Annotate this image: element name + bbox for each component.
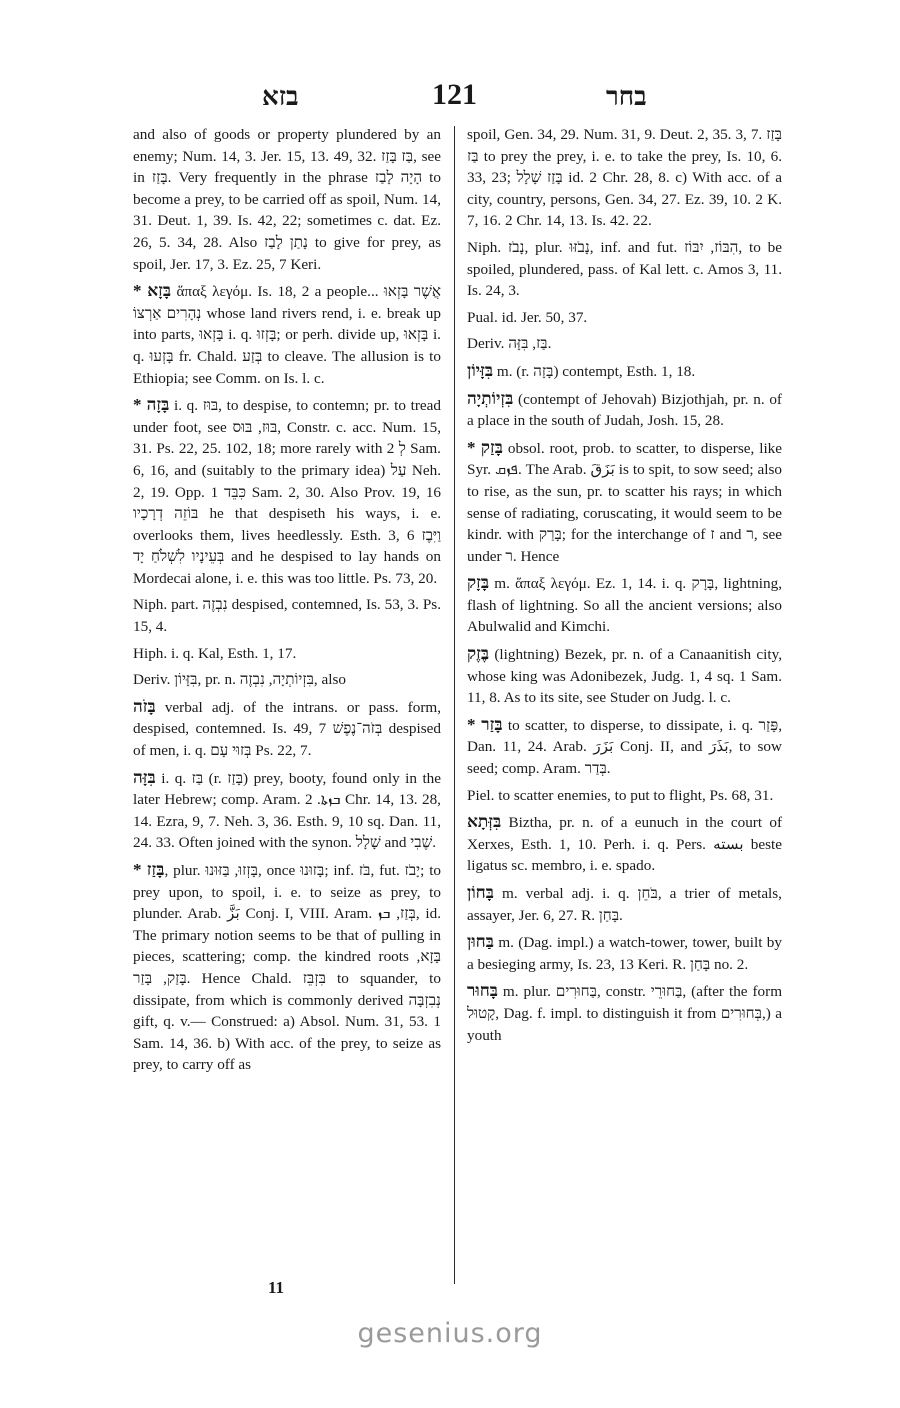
dictionary-entry — [467, 882, 782, 926]
entry-headword: בָּחוּר — [467, 981, 498, 1001]
entry-body: m. verbal adj. i. q. בֹּחֵן, a trier of metals, assayer, Jer. 6, 27. R. בָּחַן. — [467, 885, 782, 924]
entry-body: m. (Dag. impl.) a watch-tower, tower, built by a besieging army, Is. 23, 13 Keri. R. בָּחַן no. 2. — [467, 934, 782, 973]
dictionary-entry — [467, 437, 782, 568]
entry-body: Deriv. בִּזָּיוֹן, pr. n. בִּזְיוֹתְיָה, נִבְזֶה, also — [133, 671, 346, 689]
entry-body: m. (r. בָּזָה) contempt, Esth. 1, 18. — [496, 362, 696, 380]
entry-headword: בִּזְּתָא — [467, 812, 502, 832]
dictionary-entry — [133, 669, 441, 691]
dictionary-entry — [467, 811, 782, 877]
dictionary-entry: and also of goods or property plundered by an enemy; Num. 14, 3. Jer. 15, 13. 49, 32. בַּז בָּזַז, see in בָּזַז. Very frequently in the phrase הָיָה לָבַז to become a prey, to be carried off as spoil, Num. 14, 31. Deut. 1, 39. Is. 42, 22; sometimes c. dat. Ez. 26, 5. 34, 28. Also נָתַן לָבַז to give for prey, as spoil, Jer. 17, 3. Ez. 25, 7 Keri. — [133, 126, 442, 273]
dictionary-entry — [133, 594, 441, 637]
entry-headword: * בָּזַק — [467, 437, 503, 457]
entry-body: , plur. בָּזְזוּ, בַּזּוּנוּ, once בָּזוּנוּ; inf. בֹּז, fut. יָבֹז; to prey upon, to spoil, i. e. to seize as prey, to plunder. Arab. بَزَّ Conj. I, VIII. Aram. בְּזַז, ܒܙ, id. The primary notion seems to be that of pulling in pieces, scattering; comp. the kindred roots בָּזָא, בָּזַק, בָּזַר. Hence Chald. בִּזְבֵּז to squander, to dissipate, from which is commonly derived נְבִזְבָּה gift, q. v.— Construed: a) Absol. Num. 31, 53. 1 Sam. 14, 36. b) With acc. of the prey, to seize as prey, to carry off as — [133, 862, 442, 1074]
dictionary-entry — [467, 714, 782, 780]
entry-body: Hiph. i. q. Kal, Esth. 1, 17. — [133, 644, 297, 662]
entry-body: obsol. root, prob. to scatter, to disperse, like Syr. ܦܙܩ. The Arab. بَزَقَ is to spit, to sow seed; also to rise, as the sun, pr. to scatter his rays; in which sense of radiating, coruscating, it would seem to be kindr. with בָּרַק; for the interchange of ז and ר, see under ר. Hence — [467, 439, 783, 565]
watermark: gesenius.org — [357, 1318, 543, 1349]
dictionary-entry — [467, 572, 782, 638]
dictionary-entry — [467, 980, 782, 1046]
left-column — [133, 124, 441, 1081]
entry-body: Niph. part. נִבְזֶה despised, contemned, Is. 53, 3. Ps. 15, 4. — [133, 596, 441, 636]
entry-body: verbal adj. of the intrans. or pass. form, despised, contemned. Is. 49, 7 בְּזֹה־נֶפֶשׁ despised of men, i. q. בְּזוּי עָם Ps. 22, 7. — [133, 698, 441, 760]
signature-mark: 11 — [268, 1278, 285, 1297]
entry-body: Biztha, pr. n. of a eunuch in the court of Xerxes, Esth. 1, 10. Perh. i. q. Pers. بسته beste ligatus sc. membro, i. e. spado. — [467, 814, 783, 875]
dictionary-entry — [467, 785, 782, 807]
dictionary-entry — [467, 333, 782, 355]
page-header — [0, 78, 900, 118]
entry-headword: * בָּזָא — [133, 281, 172, 301]
entry-body: (lightning) Bezek, pr. n. of a Canaanitish city, whose king was Adonibezek, Judg. 1, 4 sq. 1 Sam. 11, 8. As to its site, see Studer on Judg. l. c. — [467, 646, 782, 707]
dictionary-entry — [133, 394, 441, 589]
entry-body: ἅπαξ λεγόμ. Is. 18, 2 a people... אֲשֶׁר בָּזְאוּ נְהָרִים אַרְצוֹ whose land rivers rend, i. e. break up into parts, בָּזְאוּ i. q. בָּזְזוּ; or perh. divide up, בָּזְאוּ i. q. בָּזְעוּ fr. Chald. בְּזַע to cleave. The allusion is to Ethiopia; see Comm. on Is. l. c. — [133, 283, 442, 387]
dictionary-entry — [467, 237, 782, 302]
entry-body: Niph. נָבֹז, plur. נָבֹזּוּ, inf. and fut. הִבּוֹז, יִבּוֹז, to be spoiled, plundered, pass. of Kal lett. c. Amos 3, 11. Is. 24, 3. — [467, 238, 782, 300]
dictionary-entry — [467, 307, 782, 329]
entry-body: m. ἅπαξ λεγόμ. Ez. 1, 14. i. q. בָּרָק, lightning, flash of lightning. So all the ancient versions; also Abulwalid and Kimchi. — [467, 575, 783, 636]
entry-headword: * בָּזָה — [133, 395, 170, 415]
header-left-catchword: בזא — [262, 82, 299, 111]
entry-body: i. q. בַּז (r. בָּזַז) prey, booty, found only in the later Hebrew; comp. Aram. ܒܙܬܐ. 2 Chr. 14, 13. 28, 14. Ezra, 9, 7. Neh. 3, 36. Esth. 9, 10 sq. Dan. 11, 24. 33. Often joined with the synon. שָׁלָל and שֶׁבִי. — [133, 769, 442, 852]
dictionary-entry — [467, 388, 782, 432]
header-right-catchword: בחר — [606, 82, 647, 111]
entry-body: to scatter, to disperse, to dissipate, i. q. פָּזַר, Dan. 11, 24. Arab. بَزَرَ Conj. II, and بَذَرَ, to sow seed; comp. Aram. בְּדַר. — [467, 716, 782, 778]
dictionary-entry — [133, 280, 441, 389]
entry-headword: בָּחוֹן — [467, 883, 494, 902]
entry-headword: בַּחוּן — [467, 932, 494, 952]
entry-body: Piel. to scatter enemies, to put to flight, Ps. 68, 31. — [467, 786, 774, 804]
entry-headword: * בָּזַר — [467, 714, 503, 734]
entry-headword: * בָּזַז — [133, 860, 165, 879]
page-number: 121 — [432, 78, 477, 111]
dictionary-entry — [133, 696, 441, 762]
dictionary-entry — [467, 360, 782, 383]
dictionary-entry — [467, 643, 782, 709]
entry-body: m. plur. בַּחוּרִים, constr. בַּחוּרֵי, (after the form קָטוּל, Dag. f. impl. to distinguish it from בְּחוּרִים,) a youth — [467, 983, 783, 1044]
dictionary-entry — [133, 643, 441, 665]
entry-body: Deriv. בַּז, בִּזָּה. — [467, 335, 552, 353]
entry-headword: בִּזְיוֹתְיָה — [467, 388, 514, 408]
entry-body: (contempt of Jehovah) Bizjothjah, pr. n. of a place in the south of Judah, Josh. 15, 28. — [467, 390, 782, 430]
right-column — [467, 124, 782, 1051]
dictionary-entry — [133, 767, 441, 854]
dictionary-entry — [467, 124, 782, 232]
entry-body: spoil, Gen. 34, 29. Num. 31, 9. Deut. 2, 35. 3, 7. בָּזַז בַּז to prey the prey, i. e. to take the prey, Is. 10, 6. 33, 23; בָּזַז שָׁלָל id. 2 Chr. 28, 8. c) With acc. of a city, country, persons, Gen. 34, 27. Ez. 39, 10. 2 K. 7, 16. 2 Chr. 14, 13. Is. 42. 22. — [467, 126, 782, 230]
entry-body: Pual. id. Jer. 50, 37. — [467, 308, 588, 326]
entry-headword: בֶּזֶק — [467, 644, 490, 664]
entry-headword: בָּזָק — [467, 573, 490, 593]
dictionary-entry — [133, 859, 441, 1076]
entry-headword: בִּזָּה — [133, 767, 156, 787]
column-divider — [454, 126, 455, 1284]
entry-headword: בִּזָּיוֹן — [467, 360, 494, 380]
dictionary-entry — [467, 931, 782, 975]
entry-headword: בָּזֹה — [133, 696, 156, 716]
entry-body: i. q. בּוּז, to despise, to contemn; pr. to tread under foot, see בּוּז, בּוּס, Constr. c. acc. Num. 15, 31. Ps. 22, 25. 102, 18; more rarely with לְ 2 Sam. 6, 16, and (suitably to the primary idea) עַל Neh. 2, 19. Opp. כִּבֵּד 1 Sam. 2, 30. Also Prov. 19, 16 בּוֹזֵה דְרָכָיו he that despiseth his ways, i. e. overlooks them, lives heedlessly. Esth. 3, 6 וַיִּבֶז בְּעֵינָיו לִשְׁלֹחַ יָד and he despised to lay hands on Mordecai alone, i. e. this was too little. Ps. 73, 20. — [133, 397, 442, 587]
